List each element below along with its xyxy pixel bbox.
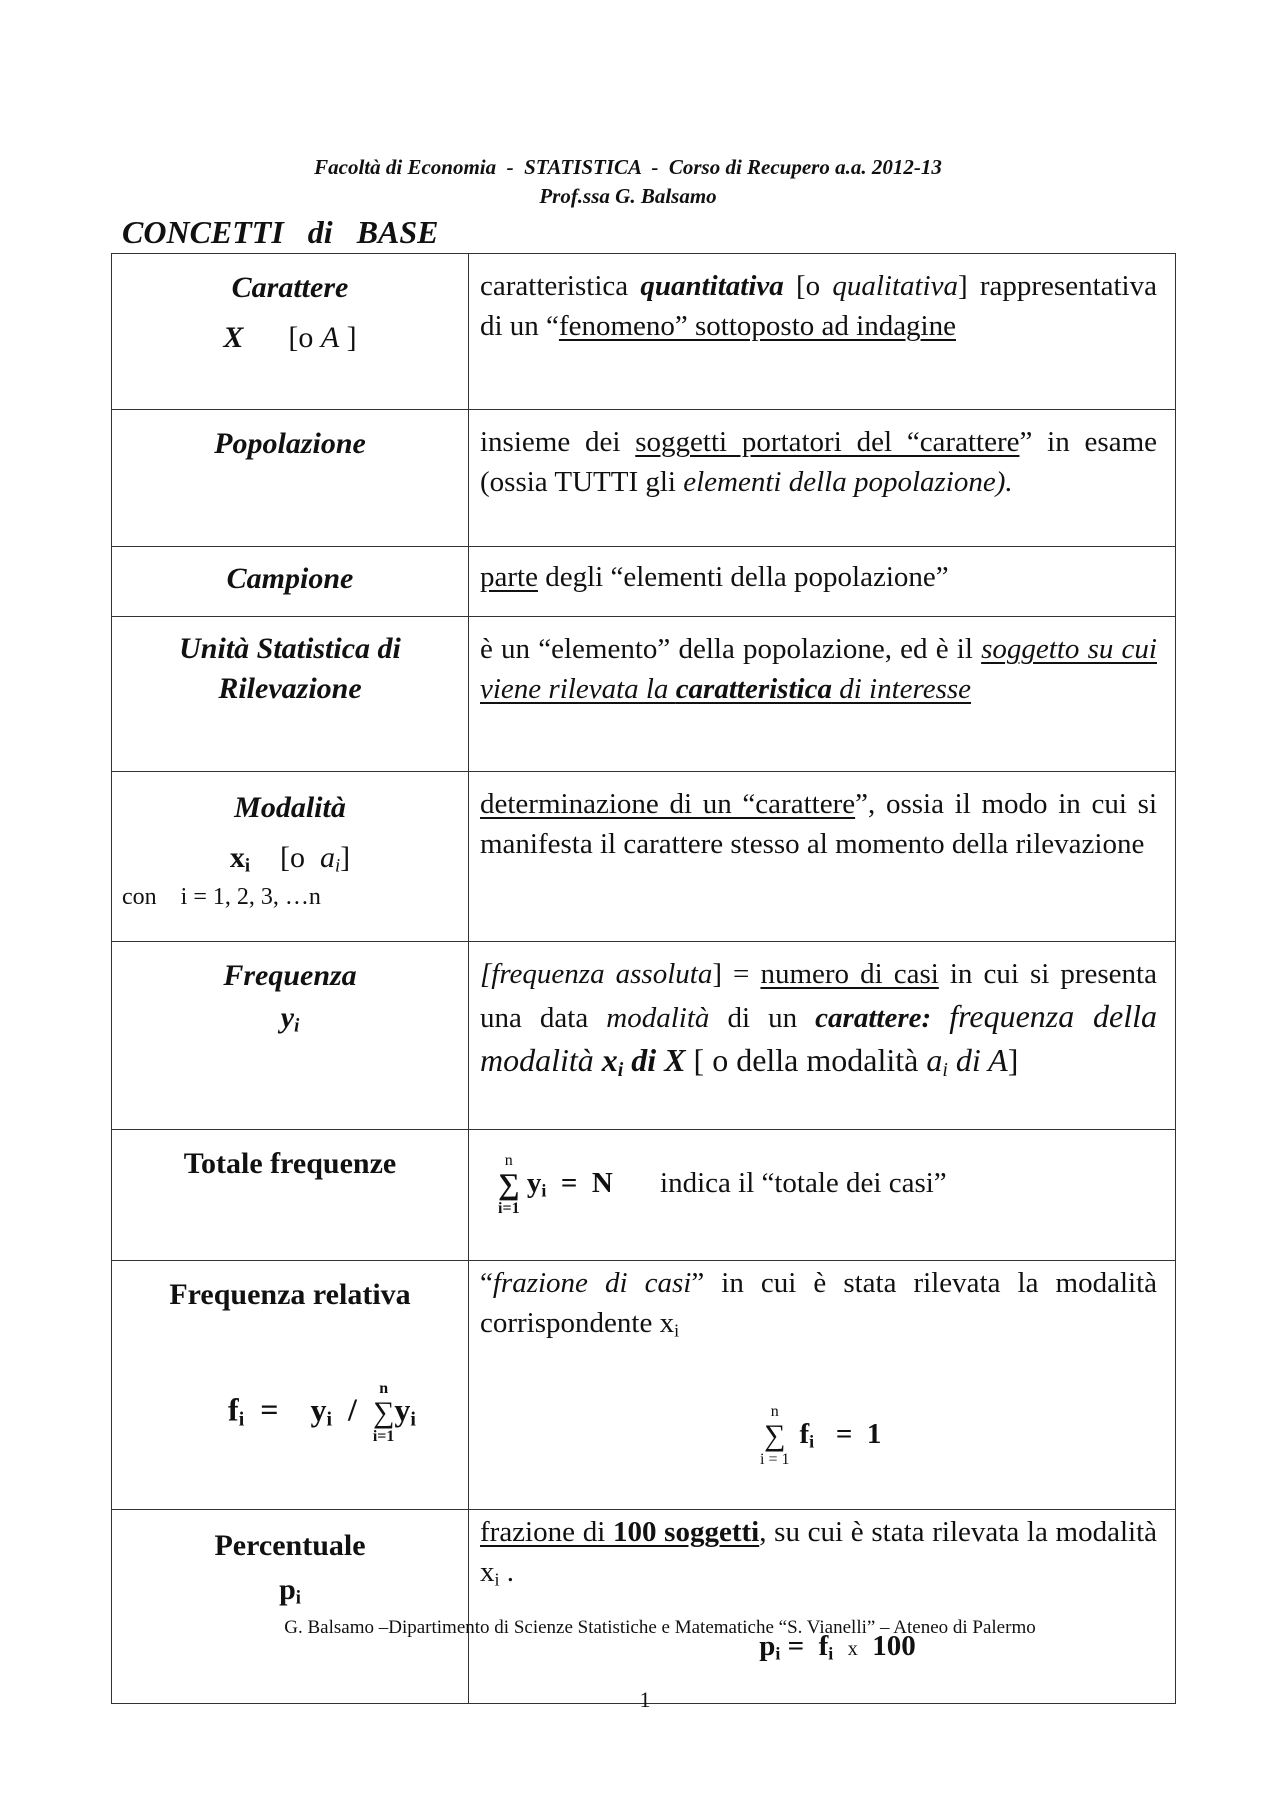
term-cell bbox=[112, 1261, 469, 1510]
term-symbol: $x_i$ [o $a_i$] bbox=[229, 841, 351, 877]
page-number: 1 bbox=[639, 1687, 651, 1712]
table-row bbox=[112, 772, 1176, 942]
definition-cell: frazione di 100 soggetti, su cui è stata rilevata la modalità $x_i$ . $p_i = f_i$ x 100 bbox=[469, 1510, 1176, 1704]
table-row bbox=[112, 942, 1176, 1130]
definition-cell: “frazione di casi” in cui è stata rilevata la modalità corrispondente $x_i$ n ∑ i = 1 $f_i = 1$ bbox=[469, 1261, 1176, 1510]
percentage-formula: $p_i = f_i$ x 100 bbox=[759, 1630, 916, 1664]
header-course-line: Facoltà di Economia - STATISTICA - Corso di Recupero a.a. 2012-13 bbox=[314, 155, 942, 179]
relative-frequency-formula: $f_i$ = $y_i$ / n ∑ i=1 $y_i$ bbox=[228, 1380, 416, 1445]
term-symbol: $y_i$ bbox=[280, 1001, 300, 1037]
table-row bbox=[112, 547, 1176, 617]
term-cell bbox=[112, 547, 469, 617]
term-name: Carattere bbox=[231, 271, 349, 304]
concepts-table bbox=[111, 253, 1176, 1704]
term-cell bbox=[112, 410, 469, 547]
table-row bbox=[112, 1510, 1176, 1704]
term-cell bbox=[112, 942, 469, 1130]
header-professor-line: Prof.ssa G. Balsamo bbox=[539, 184, 717, 208]
total-description: indica il “totale dei casi” bbox=[660, 1166, 947, 1199]
document-footer: G. Balsamo –Dipartimento di Scienze Statistiche e Matematiche “S. Vianelli” – Ateneo di Palermo bbox=[284, 1617, 1036, 1638]
term-name: Totale frequenze bbox=[183, 1147, 397, 1180]
definition-cell: [frequenza assoluta] = numero di casi in cui si presenta una data modalità di un carattere: frequenza della modalità $x_i$ di X [ o della modalità $a_i$ di A] bbox=[469, 942, 1176, 1130]
term-name: Campione bbox=[226, 562, 354, 595]
definition-cell: determinazione di un “carattere”, ossia il modo in cui si manifesta il carattere stesso al momento della rilevazione bbox=[469, 772, 1176, 942]
term-name-line2: Rilevazione bbox=[218, 672, 362, 705]
table-row bbox=[112, 254, 1176, 410]
section-title: CONCETTI di BASE bbox=[122, 214, 439, 250]
table-row bbox=[112, 1261, 1176, 1510]
term-cell bbox=[112, 1510, 469, 1704]
definition-cell: insieme dei soggetti portatori del “carattere” in esame (ossia TUTTI gli elementi della popolazione). bbox=[469, 410, 1176, 547]
document-header bbox=[0, 153, 1256, 211]
term-cell bbox=[112, 254, 469, 410]
term-name: Popolazione bbox=[214, 427, 366, 460]
term-cell bbox=[112, 772, 469, 942]
table-row bbox=[112, 1130, 1176, 1261]
summation-symbol: n ∑ i=1 bbox=[372, 1380, 395, 1445]
term-name: Modalità bbox=[234, 791, 346, 824]
term-name: Frequenza relativa bbox=[169, 1278, 411, 1311]
summation-symbol: n ∑ i = 1 bbox=[760, 1403, 790, 1468]
term-cell bbox=[112, 617, 469, 772]
term-name: Frequenza bbox=[223, 959, 357, 992]
term-name: Unità Statistica di bbox=[179, 632, 401, 665]
summation-symbol: n ∑ i=1 bbox=[498, 1152, 520, 1217]
definition-cell: caratteristica quantitativa [o qualitativa] rappresentativa di un “fenomeno” sottoposto ad indagine bbox=[469, 254, 1176, 410]
definition-cell: è un “elemento” della popolazione, ed è il soggetto su cui viene rilevata la caratteristica di interesse bbox=[469, 617, 1176, 772]
term-symbol: $p_i$ bbox=[279, 1573, 301, 1609]
term-name: Percentuale bbox=[214, 1529, 366, 1562]
definition-cell bbox=[469, 1130, 1176, 1261]
index-note: con i = 1, 2, 3, …n bbox=[122, 884, 321, 910]
table-row bbox=[112, 617, 1176, 772]
definition-cell: parte degli “elementi della popolazione” bbox=[469, 547, 1176, 617]
sum-equals-one-formula: n ∑ i = 1 $f_i = 1$ bbox=[760, 1403, 882, 1468]
term-cell bbox=[112, 1130, 469, 1261]
term-symbol: X [o A ] bbox=[223, 321, 357, 354]
total-formula: $y_i = N$ bbox=[526, 1166, 613, 1201]
table-row bbox=[112, 410, 1176, 547]
